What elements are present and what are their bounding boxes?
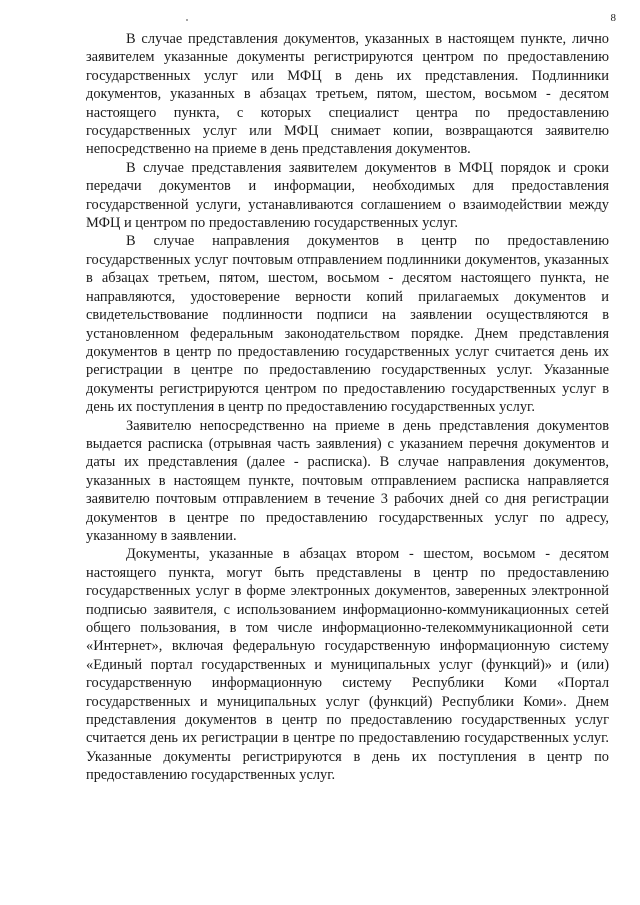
scan-artifact-dot <box>186 19 188 21</box>
paragraph-mfc-submission: В случае представления заявителем документов в МФЦ порядок и сроки передачи документов и информации, необходимых для предоставления государственной услуги, устанавливаются соглашением о взаимодействии между МФЦ и центром по предоставлению государственных услуг. <box>86 159 609 232</box>
document-body <box>86 30 609 785</box>
paragraph-personal-submission: В случае представления документов, указанных в настоящем пункте, лично заявителем указанные документы регистрируются центром по предоставлению государственных услуг или МФЦ в день их представления. Подлинники документов, указанных в абзацах третьем, пятом, шестом, восьмом - десятом настоящего пункта, с которых специалист центра по предоставлению государственных услуг или МФЦ снимает копии, возвращаются заявителю непосредственно на приеме в день представления документов. <box>86 31 609 158</box>
page-number: 8 <box>610 12 616 24</box>
paragraph-electronic-submission: Документы, указанные в абзацах втором - шестом, восьмом - десятом настоящего пункта, могут быть представлены в центр по предоставлению государственных услуг в форме электронных документов, заверенных электронной подписью заявителя, с использованием информационно-коммуникационных сетей общего пользования, в том числе информационно-телекоммуникационной сети «Интернет», включая федеральную государственную информационную систему «Единый портал государственных и муниципальных услуг (функций)» и (или) государственную информационную систему Республики Коми «Портал государственных и муниципальных услуг (функций) Республики Коми». Днем представления документов в центр по предоставлению государственных услуг считается день их регистрации в центре по предоставлению государственных услуг. Указанные документы регистрируются в день их поступления в центр по предоставлению государственных услуг. <box>86 546 609 784</box>
paragraph-receipt: Заявителю непосредственно на приеме в день представления документов выдается расписка (отрывная часть заявления) с указанием перечня документов и даты их представления (далее - расписка). В случае направления документов, указанных в настоящем пункте, почтовым отправлением расписка направляется заявителю почтовым отправлением в течение 3 рабочих дней со дня регистрации документов в центре по предоставлению государственных услуг по адресу, указанному в заявлении. <box>86 417 609 544</box>
paragraph-postal-submission: В случае направления документов в центр по предоставлению государственных услуг почтовым отправлением подлинники документов, указанных в абзацах третьем, пятом, шестом, восьмом - десятом настоящего пункта, не направляются, удостоверение верности копий прилагаемых документов и свидетельствование подлинности подписи на заявлении осуществляются в установленном федеральным законодательством порядке. Днем представления документов в центр по предоставлению государственных услуг считается день их регистрации в центре по предоставлению государственных услуг. Указанные документы регистрируются центром по предоставлению государственных услуг в день их поступления в центр по предоставлению государственных услуг. <box>86 233 609 416</box>
